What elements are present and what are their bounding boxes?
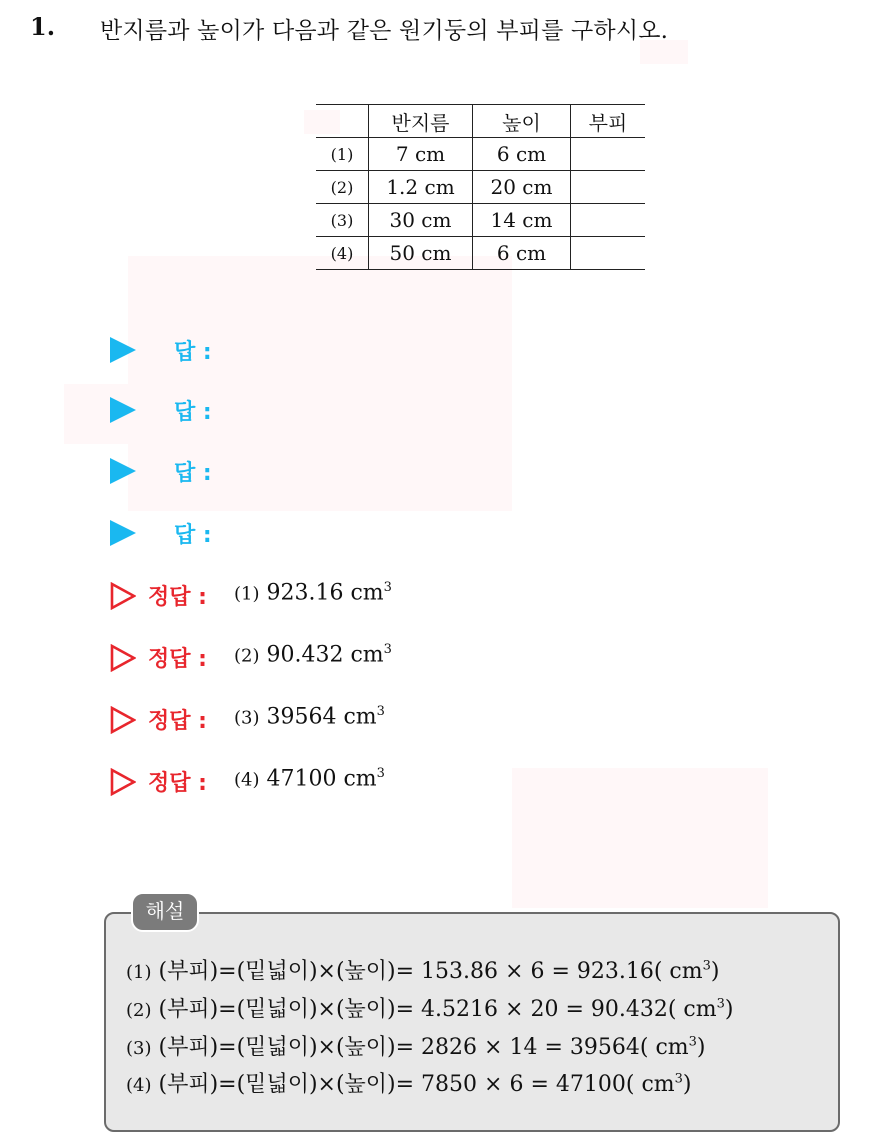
volume-cell xyxy=(571,237,646,270)
answer-exponent: 3 xyxy=(376,766,385,781)
solution-number: (1) xyxy=(126,962,152,983)
height-cell: 14 cm xyxy=(473,204,571,237)
correct-answer-label: 정답 : xyxy=(148,585,207,610)
solution-exponent: 3 xyxy=(674,1071,683,1087)
table-row xyxy=(316,171,645,204)
table-row xyxy=(316,138,645,171)
table-header-row xyxy=(316,105,645,138)
radius-cell: 30 cm xyxy=(369,204,473,237)
solution-line xyxy=(126,954,719,985)
solution-exponent: 3 xyxy=(716,996,725,1012)
answer-number: (4) xyxy=(234,769,260,791)
answer-prompt-label: 답 : xyxy=(174,461,212,486)
solution-exponent: 3 xyxy=(702,958,711,974)
triangle-icon xyxy=(110,397,136,423)
outline-triangle-icon xyxy=(110,706,136,734)
radius-cell: 7 cm xyxy=(369,138,473,171)
outline-triangle-icon xyxy=(110,582,136,610)
correct-answer-value xyxy=(234,642,392,667)
row-label: (3) xyxy=(316,204,369,237)
correct-answer-value xyxy=(234,704,385,729)
table-header-height: 높이 xyxy=(473,105,571,138)
correct-answer-label: 정답 : xyxy=(148,709,207,734)
table-header-volume: 부피 xyxy=(571,105,646,138)
answer-amount: 90.432 cm xyxy=(266,642,384,668)
volume-cell xyxy=(571,138,646,171)
solution-close: ) xyxy=(724,997,734,1022)
solution-number: (4) xyxy=(126,1075,152,1096)
answer-prompt-label: 답 : xyxy=(174,523,212,548)
row-label: (2) xyxy=(316,171,369,204)
height-cell: 20 cm xyxy=(473,171,571,204)
radius-cell: 50 cm xyxy=(369,237,473,270)
table-row xyxy=(316,204,645,237)
triangle-icon xyxy=(110,520,136,546)
height-cell: 6 cm xyxy=(473,138,571,171)
height-cell: 6 cm xyxy=(473,237,571,270)
answer-number: (2) xyxy=(234,645,260,667)
answer-exponent: 3 xyxy=(383,580,392,595)
row-label: (4) xyxy=(316,237,369,270)
outline-triangle-icon xyxy=(110,768,136,796)
solution-expression: (부피)=(밑넓이)×(높이)= 4.5216 × 20 = 90.432( cm xyxy=(158,997,717,1022)
correct-answer-value xyxy=(234,766,385,791)
volume-cell xyxy=(571,204,646,237)
solution-tag: 해설 xyxy=(131,892,199,932)
solution-line xyxy=(126,992,733,1023)
volume-cell xyxy=(571,171,646,204)
answer-prompt-label: 답 : xyxy=(174,340,212,365)
answer-amount: 47100 cm xyxy=(266,766,377,792)
solution-close: ) xyxy=(696,1035,706,1060)
correct-answer-label: 정답 : xyxy=(148,771,207,796)
correct-answer-label: 정답 : xyxy=(148,647,207,672)
question-text: 반지름과 높이가 다음과 같은 원기둥의 부피를 구하시오. xyxy=(100,18,669,44)
solution-number: (3) xyxy=(126,1038,152,1059)
solution-expression: (부피)=(밑넓이)×(높이)= 7850 × 6 = 47100( cm xyxy=(158,1072,675,1097)
solution-close: ) xyxy=(682,1072,692,1097)
cylinder-table xyxy=(316,104,645,270)
table-row xyxy=(316,237,645,270)
triangle-icon xyxy=(110,337,136,363)
background-smudge xyxy=(512,768,768,908)
solution-line xyxy=(126,1067,692,1098)
answer-amount: 39564 cm xyxy=(266,704,377,730)
solution-number: (2) xyxy=(126,1000,152,1021)
solution-expression: (부피)=(밑넓이)×(높이)= 2826 × 14 = 39564( cm xyxy=(158,1035,689,1060)
answer-exponent: 3 xyxy=(383,642,392,657)
table-header-radius: 반지름 xyxy=(369,105,473,138)
answer-number: (1) xyxy=(234,583,260,605)
triangle-icon xyxy=(110,458,136,484)
solution-line xyxy=(126,1030,706,1061)
solution-exponent: 3 xyxy=(688,1034,697,1050)
solution-expression: (부피)=(밑넓이)×(높이)= 153.86 × 6 = 923.16( cm xyxy=(158,959,703,984)
answer-exponent: 3 xyxy=(376,704,385,719)
outline-triangle-icon xyxy=(110,644,136,672)
answer-number: (3) xyxy=(234,707,260,729)
row-label: (1) xyxy=(316,138,369,171)
answer-amount: 923.16 cm xyxy=(266,580,384,606)
question-number: 1. xyxy=(30,12,56,41)
answer-prompt-label: 답 : xyxy=(174,400,212,425)
table-header-blank xyxy=(316,105,369,138)
radius-cell: 1.2 cm xyxy=(369,171,473,204)
solution-close: ) xyxy=(710,959,720,984)
background-smudge xyxy=(64,384,154,444)
correct-answer-value xyxy=(234,580,392,605)
